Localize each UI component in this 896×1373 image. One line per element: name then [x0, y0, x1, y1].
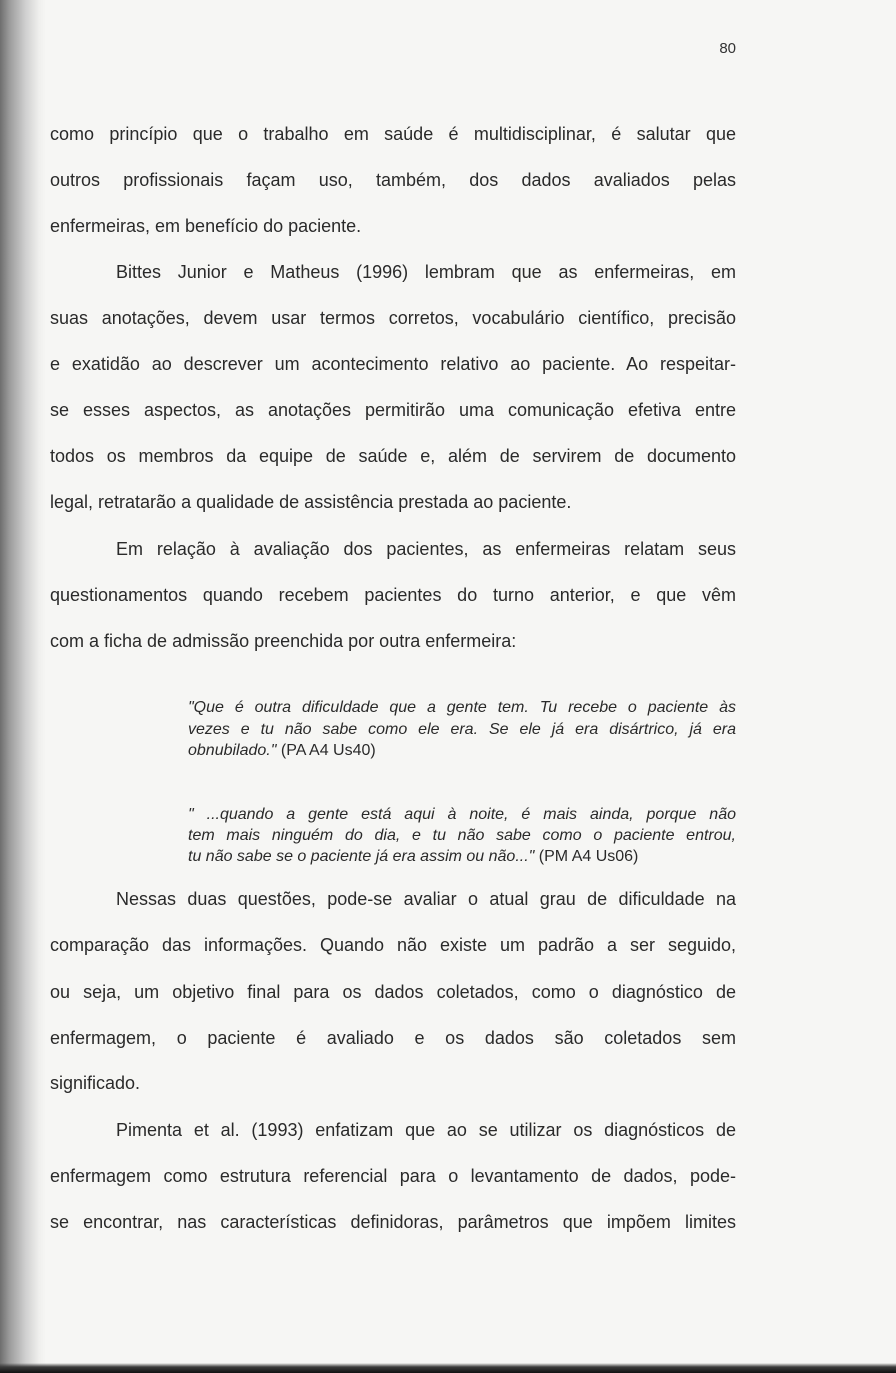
paragraph-line: se esses aspectos, as anotações permitirão uma comunicação efetiva entre — [50, 400, 736, 420]
paragraph-line: enfermagem como estrutura referencial para o levantamento de dados, pode- — [50, 1166, 736, 1186]
paragraph-line: ou seja, um objetivo final para os dados coletados, como o diagnóstico de — [50, 982, 736, 1002]
block-quote-line — [188, 741, 736, 760]
quote-text: vezes e tu não sabe como ele era. Se ele já era disártrico, já era — [188, 721, 736, 738]
paragraph-line: Bittes Junior e Matheus (1996) lembram que as enfermeiras, em — [116, 262, 736, 282]
paragraph-line: comparação das informações. Quando não existe um padrão a ser seguido, — [50, 935, 736, 955]
paragraph-line: e exatidão ao descrever um acontecimento relativo ao paciente. Ao respeitar- — [50, 354, 736, 374]
block-quote-line — [188, 847, 736, 866]
paragraph-line: Nessas duas questões, pode-se avaliar o atual grau de dificuldade na — [116, 889, 736, 909]
block-quote-line — [188, 698, 736, 717]
block-quote-line — [188, 720, 736, 739]
paragraph-line: outros profissionais façam uso, também, dos dados avaliados pelas — [50, 170, 736, 190]
page-number: 80 — [719, 40, 736, 57]
block-quote-line — [188, 805, 736, 824]
paragraph-line: se encontrar, nas características definidoras, parâmetros que impõem limites — [50, 1212, 736, 1232]
page-binding-shadow — [0, 0, 46, 1373]
block-quote-line — [188, 826, 736, 845]
scan-bottom-edge — [0, 1363, 896, 1373]
paragraph-line: como princípio que o trabalho em saúde é multidisciplinar, é salutar que — [50, 124, 736, 144]
quote-text: "Que é outra dificuldade que a gente tem. Tu recebe o paciente às — [188, 699, 736, 716]
paragraph-line: significado. — [50, 1073, 141, 1093]
paragraph-line: enfermeiras, em benefício do paciente. — [50, 216, 362, 236]
paragraph-line: enfermagem, o paciente é avaliado e os dados são coletados sem — [50, 1028, 736, 1048]
quote-reference: (PA A4 Us40) — [280, 742, 376, 759]
quote-text: " ...quando a gente está aqui à noite, é mais ainda, porque não — [188, 806, 736, 823]
quote-text: tu não sabe se o paciente já era assim ou não..." — [188, 848, 535, 865]
paragraph-line: questionamentos quando recebem pacientes do turno anterior, e que vêm — [50, 585, 736, 605]
quote-reference: (PM A4 Us06) — [538, 848, 639, 865]
paragraph-line: legal, retratarão a qualidade de assistência prestada ao paciente. — [50, 492, 572, 512]
paragraph-line: Pimenta et al. (1993) enfatizam que ao se utilizar os diagnósticos de — [116, 1120, 736, 1140]
paragraph-line: Em relação à avaliação dos pacientes, as enfermeiras relatam seus — [116, 539, 736, 559]
quote-text: obnubilado." — [188, 742, 277, 759]
paragraph-line: todos os membros da equipe de saúde e, além de servirem de documento — [50, 446, 736, 466]
quote-text: tem mais ninguém do dia, e tu não sabe como o paciente entrou, — [188, 827, 736, 844]
paragraph-line: suas anotações, devem usar termos corretos, vocabulário científico, precisão — [50, 308, 736, 328]
paragraph-line: com a ficha de admissão preenchida por outra enfermeira: — [50, 631, 517, 651]
